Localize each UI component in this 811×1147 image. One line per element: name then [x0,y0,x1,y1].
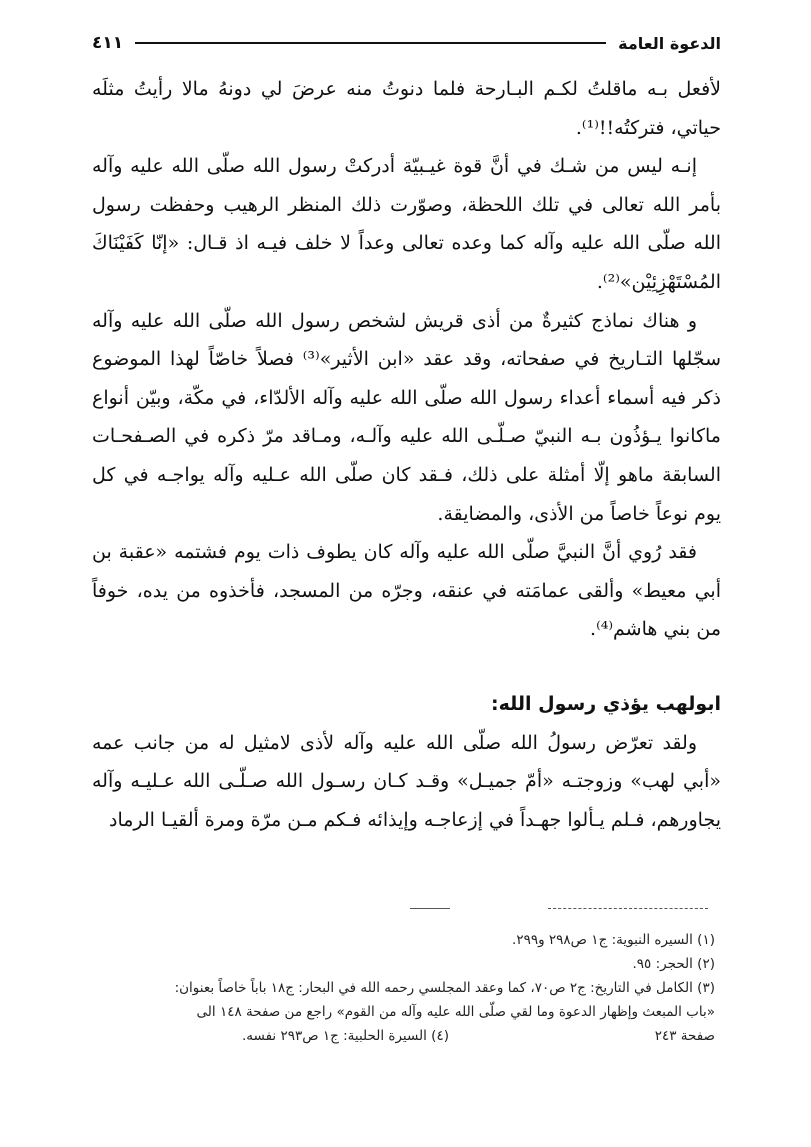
footnote-3-line-2: «باب المبعث وإظهار الدعوة وما لقي صلّى الله عليه وآله من القوم» راجع من صفحة ١٤٨ الى [196,1004,715,1020]
footnote-separator-short [410,908,450,909]
footnote-1: (١) السيره النبوية: ج١ ص٢٩٨ و٢٩٩. [512,932,715,948]
header-rule [135,42,606,44]
page-number: ٤١١ [92,33,124,53]
paragraph: لأفعل بـه ماقلتُ لكـم البـارحة فلما دنوتُ منه عرضَ لي دونهُ مالا رأيتُ مثلَه حياتي، فتركتُه!!⁽¹⁾. [92,78,721,139]
main-text [92,70,721,839]
paragraph: إنـه ليس من شـك في أنَّ قوة غيـبيّة أدركتْ رسول الله صلّى الله عليه وآله بأمر الله تعالى في تلك اللحظة، وصوّرت ذلك المنظر الرهيب وحفظت رسول الله صلّى الله عليه وآله كما وعده تعالى وعداً لا خلف فيـه اذ قـال: «إنّا كَفَيْنَاكَ المُسْتَهْزِئِيْن»⁽²⁾. [92,155,721,293]
section-heading: ابولهب يؤذي رسول الله: [491,692,721,715]
footnote-3-line-1: (٣) الكامل في التاريخ: ج٢ ص٧٠، كما وعقد المجلسي رحمه الله في البحار: ج١٨ باباً خاصاً بعنوان: [174,980,715,996]
paragraph: ولقد تعرّض رسولُ الله صلّى الله عليه وآله لأذى لامثيل له من جانب عمه «أبي لهب» وزوجتـه «أمّ جميـل» وقـد كـان رسـول الله صـلّـى الله عـليـه وآله يجاورهم، فـلم يـألوا جهـداً في إزعاجـه وإيذائه فـكم مـن مرّة ومرة ألقيـا الرماد [92,731,721,831]
footnote-3-line-3: صفحة ٢٤٣ [654,1028,715,1044]
footnote-separator [548,908,708,909]
footnote-4: (٤) السيرة الحلبية: ج١ ص٢٩٣ نفسه. [242,1028,449,1044]
footnote-2: (٢) الحجر: ٩٥. [632,956,715,972]
footnotes [92,928,715,1048]
paragraph: و هناك نماذج كثيرةٌ من أذى قريش لشخص رسول الله صلّى الله عليه وآله سجّلها التـاريخ في صفحاته، وقد عقد «ابن الأثير»⁽³⁾ فصلاً خاصّاً لهذا الموضوع ذكر فيه أسماء أعداء رسول الله صلّى الله عليه وآله الألدّاء، في مكّة، وبيّن أنواع ماكانوا يـؤذُون بـه النبيّ صـلّـى الله عليه وآلـه، ومـاقد مرّ ذكره في الصـفحـات السابقة ماهو إلّا أمثلة على ذلك، فـقد كان صلّى الله عـليه وآله يواجـه في كل يوم نوعاً خاصاً من الأذى، والمضايقة. [92,309,721,525]
footnote-row [92,1024,715,1048]
paragraph: فقد رُوي أنَّ النبيَّ صلّى الله عليه وآله كان يطوف ذات يوم فشتمه «عقبة بن أبي معيط» وألقى عمامَته في عنقه، وجرّه من المسجد، فأخذوه من يده، خوفاً من بني هاشم⁽⁴⁾. [92,541,721,641]
running-header [92,30,721,56]
section-title: الدعوة العامة [618,33,721,53]
